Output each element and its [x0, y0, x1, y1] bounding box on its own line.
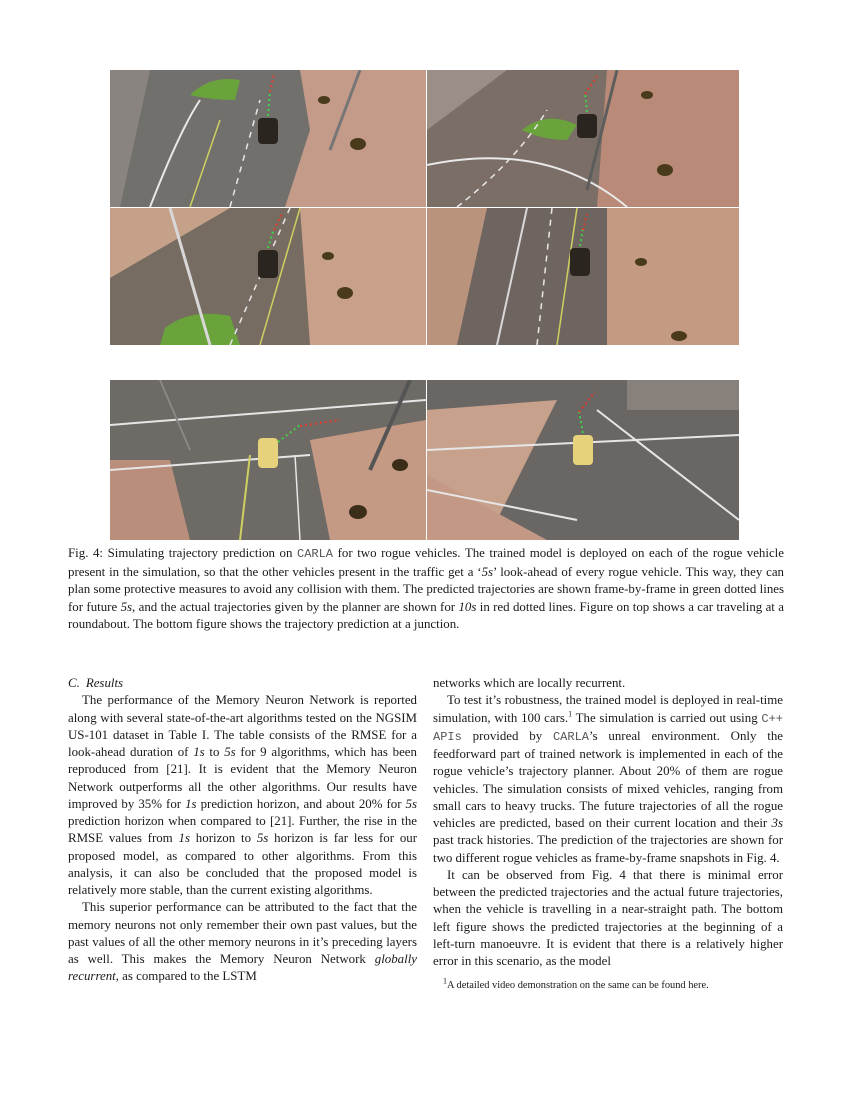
section-label: C.: [68, 676, 80, 690]
results-paragraph-1: [68, 692, 417, 899]
var-1s: 1s: [193, 745, 205, 759]
text-run: This superior performance can be attributed to the fact that the memory neurons not only remember their own past values, but the past values of all the other memory neurons in it’s preceding layers as well. This makes the Memory Neuron Network: [68, 900, 417, 966]
pct-20: 20%: [358, 796, 383, 811]
var-1s: 1s: [178, 831, 190, 846]
left-column: [68, 675, 417, 986]
text-run: to: [204, 745, 225, 759]
text-run: past track histories. The prediction of the trajectories are shown for two different rogue vehicles as frame-by-frame snapshots in Fig. 4.: [433, 833, 783, 865]
text-run: prediction horizon, and about: [196, 796, 359, 811]
var-5s: 5s: [256, 831, 269, 846]
caption-var-10s: 10s: [458, 599, 477, 614]
text-run: prediction horizon when compared to [21]. Further, the rise in the RMSE values from: [68, 814, 417, 846]
caption-label: Fig. 4:: [68, 546, 104, 560]
section-title: Results: [85, 676, 124, 690]
footnote-number: 1: [443, 976, 447, 986]
text-run: provided by: [461, 728, 553, 743]
text-run: The performance of the Memory Neuron Network is reported along with several state-of-the-art algorithms tested on the NGSIM US-101 dataset in Table I. The table consists of the RMSE for a look-ahead duration of: [68, 693, 417, 759]
pct-35: 35%: [138, 796, 162, 811]
text-run: for: [162, 796, 186, 811]
caption-text-2: for two rogue vehicles. The trained model is deployed on each of the rogue vehicle present in the simulation, so that the other vehicles present in the traffic get a ‘: [68, 546, 784, 579]
results-paragraph-2: [68, 899, 417, 985]
caption-var-5s: 5s: [481, 564, 494, 579]
sim-frame-roundabout-2: [427, 70, 739, 207]
sim-frame-junction-1: [110, 380, 426, 540]
code-cpp-apis: C++ APIs: [433, 711, 783, 744]
footnote-marker: 1: [568, 709, 573, 719]
var-3s: 3s: [771, 816, 783, 830]
code-carla: CARLA: [552, 729, 589, 744]
caption-text-5: in red dotted lines. Figure on top shows a car traveling at a roundabout. The bottom figure shows the trajectory prediction at a junction.: [68, 599, 784, 632]
caption-code-carla: CARLA: [297, 547, 334, 561]
footnote-text: A detailed video demonstration on the same can be found here.: [447, 980, 709, 992]
caption-text-1: Simulating trajectory prediction on: [107, 546, 293, 560]
caption-var-5s-b: 5s: [120, 599, 133, 614]
text-run: ’s unreal environment. Only the feedforward part of trained network is implemented in each of the rogue vehicle’s trajectory planner. About: [433, 728, 783, 779]
robustness-paragraph: [433, 692, 783, 867]
text-run: To test it’s robustness, the trained model is deployed in real-time simulation, with 100 cars.: [433, 693, 783, 725]
text-run: for: [382, 796, 406, 811]
var-5s: 5s: [405, 796, 418, 811]
footnote: [433, 976, 783, 992]
right-column: [433, 675, 783, 992]
text-run: horizon is far less for our proposed model, as compared to other algorithms. From this analysis, it can also be concluded that the proposed model is relatively more stable, than the current existing algorithms.: [68, 831, 418, 897]
sim-frame-roundabout-3: [110, 208, 426, 345]
pct-20: 20%: [656, 764, 681, 779]
section-heading: [68, 675, 417, 692]
text-run: of them are rogue vehicles. The simulation consists of mixed vehicles, ranging from small cars to heavy trucks. The future trajectories of all the rogue vehicles are predicted, based on their current location and their: [433, 764, 783, 830]
text-run: horizon to: [190, 831, 257, 846]
continued-paragraph: networks which are locally recurrent.: [433, 676, 626, 690]
var-5s: 5s: [224, 745, 236, 759]
var-1s: 1s: [185, 796, 197, 811]
caption-text-3: ’ look-ahead of every rogue vehicle. This way, they can plan some protective measures to avoid any collision with them. The predicted trajectories are shown frame-by-frame in green dotted lines for future: [68, 564, 784, 614]
text-run: , as compared to the LSTM: [115, 969, 257, 984]
figure-caption: [68, 545, 784, 634]
text-run: for 9 algorithms, which has been reproduced from [21]. It is evident that the Memory Neuron Network outperforms all the other algorithms. Our results have improved by: [68, 745, 417, 811]
observation-paragraph: It can be observed from Fig. 4 that there is minimal error between the predicted trajectories and the actual future trajectories, when the vehicle is travelling in a near-straight path. The bottom left figure shows the predicted trajectories at the beginning of a left-turn manoeuvre. It is evident that there is a relatively higher error in this scenario, as the model: [433, 867, 783, 968]
sim-frame-junction-2: [427, 380, 739, 540]
caption-text-4: , and the actual trajectories given by the planner are shown for: [132, 599, 456, 614]
emphasis-globally-recurrent: globally recurrent: [68, 952, 417, 984]
text-run: The simulation is carried out using: [572, 710, 762, 725]
sim-frame-roundabout-4: [427, 208, 739, 345]
sim-frame-roundabout-1: [110, 70, 426, 207]
